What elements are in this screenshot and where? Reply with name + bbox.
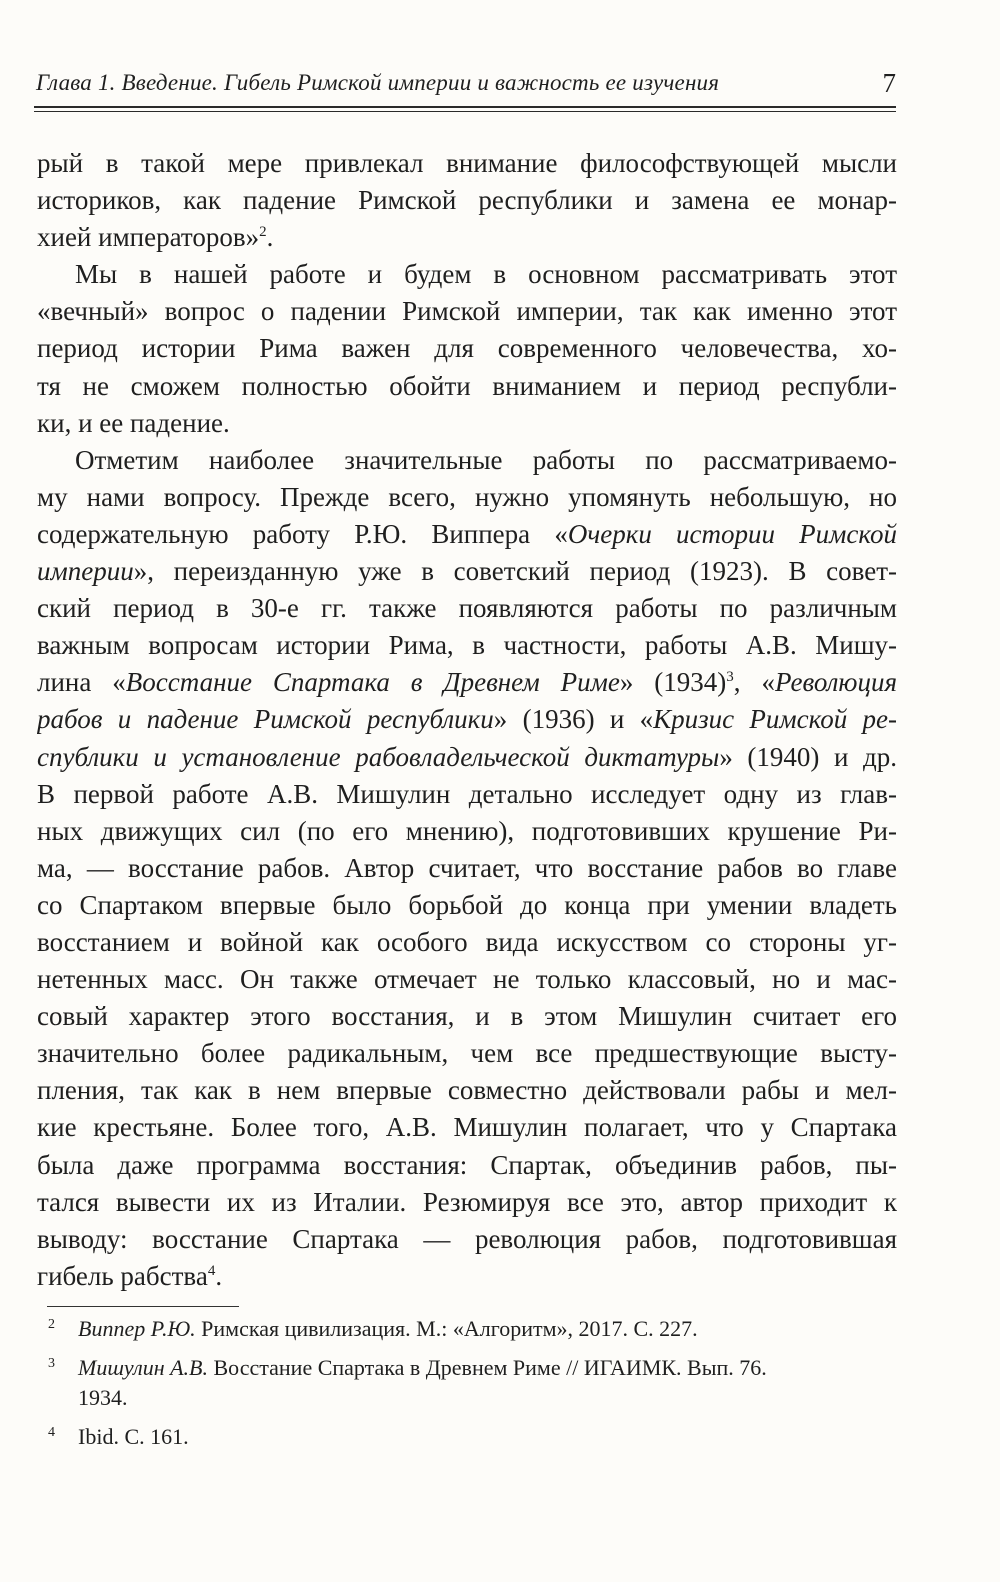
text-line: лина «Восстание Спартака в Древнем Риме» $(1934)^3$, «Революция bbox=[37, 667, 897, 698]
footnote-mark: 3 bbox=[48, 1356, 55, 1371]
footnote-text: Восстание Спартака в Древнем Риме // ИГАИМК. Вып. 76. bbox=[208, 1355, 767, 1380]
header-rule bbox=[34, 106, 896, 108]
text-line: значительно более радикальным, чем все предшествующие высту- bbox=[37, 1038, 897, 1069]
book-title: спублики и установление рабовладельческой диктатуры bbox=[37, 741, 720, 772]
footnote bbox=[40, 1353, 908, 1413]
text-line: хией императоров»$^2$. bbox=[37, 222, 274, 253]
text-line: ных движущих сил (по его мнению), подготовивших крушение Ри- bbox=[37, 815, 897, 846]
text-line: «вечный» вопрос о падении Римской империи, так как именно этот bbox=[37, 296, 897, 327]
text-line: рый в такой мере привлекал внимание философствующей мысли bbox=[37, 148, 897, 178]
book-title: рабов и падение Римской республики bbox=[37, 704, 494, 735]
running-head bbox=[34, 70, 896, 116]
text-line: была даже программа восстания: Спартак, объединив рабов, пы- bbox=[37, 1149, 897, 1180]
footnote-author: Виппер Р.Ю. bbox=[78, 1316, 196, 1341]
text-line: ки, и ее падение. bbox=[37, 407, 230, 438]
text-line: выводу: восстание Спартака — революция рабов, подготовившая bbox=[37, 1223, 897, 1254]
book-title: Очерки истории Римской bbox=[567, 518, 897, 549]
text-line: ма, — восстание рабов. Автор считает, что восстание рабов во главе bbox=[37, 852, 897, 883]
footnote-ref: 4 bbox=[207, 1262, 216, 1279]
footnote bbox=[40, 1314, 908, 1344]
body-text bbox=[37, 145, 897, 1295]
text-line: гибель рабства$^4$. bbox=[37, 1260, 223, 1291]
text-line: империи», переизданную уже в советский период (1923). В совет- bbox=[37, 556, 897, 587]
text-line: важным вопросам истории Рима, в частности, работы А.В. Мишу- bbox=[37, 630, 897, 661]
text-line: со Спартаком впервые было борьбой до конца при умении владеть bbox=[37, 889, 897, 920]
text-line: спублики и установление рабовладельческой диктатуры» (1940) и др. bbox=[37, 741, 897, 772]
text-line: восстанием и войной как особого вида искусством со стороны уг- bbox=[37, 926, 897, 957]
book-title: Восстание Спартака в Древнем Риме bbox=[125, 667, 620, 698]
text-line: содержательную работу Р.Ю. Виппера «Очерки истории Римской bbox=[37, 518, 897, 549]
text-line: историков, как падение Римской республики и замена ее монар- bbox=[37, 185, 897, 216]
footnote-separator bbox=[47, 1306, 239, 1307]
text-line: нетенных масс. Он также отмечает не только классовый, но и мас- bbox=[37, 964, 897, 995]
text-line: совый характер этого восстания, и в этом Мишулин считает его bbox=[37, 1001, 897, 1032]
text-line: ский период в 30-е гг. также появляются работы по различным bbox=[37, 593, 897, 624]
text-line: тался вывести их из Италии. Резюмируя все это, автор приходит к bbox=[37, 1186, 897, 1217]
text-line: период истории Рима важен для современного человечества, хо- bbox=[37, 333, 897, 364]
footnote-mark: 4 bbox=[48, 1425, 55, 1440]
footnotes bbox=[40, 1314, 908, 1461]
book-title: Кризис Римской ре- bbox=[653, 704, 897, 735]
text-line: тя не сможем полностью обойти вниманием и период республи- bbox=[37, 370, 897, 401]
book-title: империи bbox=[37, 556, 134, 587]
footnote-ref: 2 bbox=[259, 224, 267, 241]
page-number: 7 bbox=[882, 68, 896, 98]
text-line: Мы в нашей работе и будем в основном рассматривать этот bbox=[75, 259, 897, 290]
text-line: кие крестьяне. Более того, А.В. Мишулин полагает, что у Спартака bbox=[37, 1112, 897, 1143]
footnote bbox=[40, 1422, 908, 1452]
text-line: му нами вопросу. Прежде всего, нужно упомянуть небольшую, но bbox=[37, 481, 897, 512]
book-title: Революция bbox=[774, 667, 897, 698]
footnote-mark: 2 bbox=[48, 1317, 55, 1332]
text-line: В первой работе А.В. Мишулин детально исследует одну из глав- bbox=[37, 778, 897, 809]
footnote-text: Римская цивилизация. М.: «Алгоритм», 2017. С. 227. bbox=[195, 1316, 698, 1341]
footnote-text: 1934. bbox=[78, 1385, 128, 1410]
text-line: пления, так как в нем впервые совместно действовали рабы и мел- bbox=[37, 1075, 897, 1106]
footnote-text: Ibid. С. 161. bbox=[78, 1424, 189, 1449]
text-line: Отметим наиболее значительные работы по рассматриваемо- bbox=[75, 444, 897, 475]
footnote-ref: 3 bbox=[726, 669, 734, 686]
text-line: рабов и падение Римской республики» (1936) и «Кризис Римской ре- bbox=[37, 704, 897, 735]
footnote-author: Мишулин А.В. bbox=[78, 1355, 208, 1380]
running-title: Глава 1. Введение. Гибель Римской империи и важность ее изучения bbox=[36, 70, 720, 95]
header-rule-thin bbox=[34, 111, 896, 112]
